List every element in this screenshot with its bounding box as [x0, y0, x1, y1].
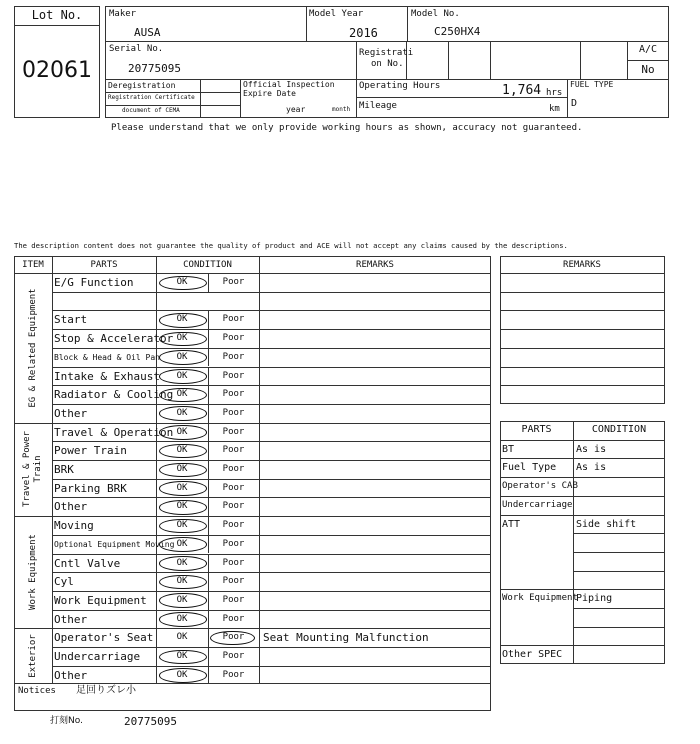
part-label: Power Train — [54, 444, 127, 458]
part-label: Other — [54, 500, 88, 514]
poor-option: Poor — [222, 651, 245, 661]
ok-option: OK — [176, 333, 188, 344]
spec-part-label: Operator's CAB — [502, 481, 578, 492]
ok-circle-mark — [159, 593, 207, 608]
ok-option: OK — [176, 482, 188, 493]
part-label: Start — [54, 313, 88, 327]
registration-label-1: Registrati — [359, 48, 414, 58]
ok-circle-mark — [159, 276, 207, 291]
ok-option: OK — [176, 520, 188, 531]
ok-option: OK — [176, 557, 188, 568]
month-label: month — [332, 106, 351, 113]
lot-number: 02061 — [22, 58, 92, 83]
spec-condition-header: CONDITION — [591, 424, 647, 435]
ac-label: A/C — [638, 44, 658, 55]
remark-text: Seat Mounting Malfunction — [263, 631, 429, 645]
operating-hours-value: 1,764 — [502, 83, 542, 98]
poor-option: Poor — [222, 557, 245, 568]
model-year-value: 2016 — [349, 26, 378, 40]
ac-value: No — [641, 63, 655, 76]
mileage-label: Mileage — [359, 101, 397, 111]
ok-circle-mark — [159, 369, 207, 384]
fuel-type-label: FUEL TYPE — [570, 80, 614, 89]
part-label: Radiator & Cooling — [54, 388, 174, 402]
registration-label-2: on No. — [371, 59, 404, 69]
inspection-label-2: Expire Date — [243, 89, 296, 98]
part-label: BRK — [54, 463, 74, 476]
part-label: Block & Head & Oil Pan — [54, 352, 160, 362]
poor-option: Poor — [222, 482, 245, 493]
model-year-label: Model Year — [309, 9, 364, 19]
ok-option: OK — [176, 445, 188, 456]
spec-condition-value: As is — [576, 443, 607, 455]
ok-circle-mark — [159, 350, 207, 365]
spec-part-label: Work Equipment — [502, 593, 578, 604]
ok-circle-mark — [159, 500, 207, 515]
ok-option: OK — [176, 501, 188, 512]
ok-option: OK — [176, 389, 188, 400]
spec-part-label: BT — [502, 443, 515, 455]
spec-part-label: Undercarriage — [502, 499, 573, 510]
part-label: Parking BRK — [54, 481, 127, 495]
poor-option: Poor — [222, 538, 245, 549]
ok-option: OK — [176, 351, 188, 362]
ok-option: OK — [176, 538, 188, 549]
ok-circle-mark — [159, 650, 207, 665]
notices-label: Notices — [18, 686, 56, 696]
ok-option: OK — [176, 613, 188, 624]
ok-option: OK — [176, 669, 188, 680]
lot-no-label: Lot No. — [31, 8, 83, 22]
part-label: Optional Equipment Moving — [54, 539, 175, 549]
ok-circle-mark — [159, 406, 207, 421]
spec-part-label: Fuel Type — [502, 462, 557, 474]
ok-option: OK — [176, 632, 188, 643]
ok-option: OK — [176, 314, 188, 325]
poor-option: Poor — [222, 445, 245, 456]
model-no-label: Model No. — [411, 9, 460, 19]
group-label: Work Equipment — [27, 534, 38, 611]
part-label: Other — [54, 406, 88, 420]
km-label: km — [549, 104, 560, 114]
poor-option: Poor — [222, 669, 245, 680]
spec-condition-value: Piping — [576, 593, 613, 605]
spec-part-label: Other SPEC — [502, 649, 563, 661]
poor-option: Poor — [222, 314, 245, 325]
ok-circle-mark — [159, 519, 207, 534]
fuel-type-value: D — [571, 98, 578, 109]
poor-option: Poor — [222, 520, 245, 531]
stamp-value: 20775095 — [124, 715, 177, 728]
group-label: EG & Related Equipment — [27, 288, 38, 408]
part-label: Cntl Valve — [54, 556, 121, 570]
ok-option: OK — [176, 277, 188, 287]
spec-part-label: ATT — [502, 518, 521, 530]
ok-option: OK — [176, 576, 188, 587]
part-label: Travel & Operation — [54, 425, 174, 439]
poor-option: Poor — [222, 426, 245, 437]
ok-option: OK — [176, 651, 188, 661]
ok-option: OK — [176, 594, 188, 605]
right-remarks-title: REMARKS — [563, 260, 601, 270]
hrs-label: hrs — [546, 88, 563, 98]
ok-option: OK — [176, 407, 188, 418]
group-label: Exterior — [27, 634, 38, 679]
col-item-header: ITEM — [22, 260, 44, 270]
maker-value: AUSA — [134, 26, 161, 39]
group-label: Travel & Power Train — [22, 431, 43, 508]
poor-option: Poor — [222, 407, 245, 418]
poor-option: Poor — [222, 389, 245, 400]
poor-option: Poor — [222, 501, 245, 512]
maker-label: Maker — [109, 9, 137, 19]
ok-circle-mark — [159, 463, 207, 478]
part-label: Cyl — [54, 575, 74, 589]
inspection-label-1: Official Inspection — [243, 80, 335, 89]
reg-cert-label: Registration Certificate — [108, 94, 195, 101]
ok-circle-mark — [159, 313, 207, 328]
model-no-value: C250HX4 — [434, 25, 481, 38]
spec-condition-value: As is — [576, 462, 607, 474]
part-label: Intake & Exhaust — [54, 369, 160, 383]
stamp-label: 打刻No. — [50, 716, 83, 726]
poor-option: Poor — [222, 632, 245, 643]
year-label: year — [286, 105, 306, 114]
part-label: Operator's Seat — [54, 631, 154, 645]
spec-parts-header: PARTS — [521, 424, 552, 435]
part-label: Undercarriage — [54, 650, 141, 663]
doc-cema-label: document of CEMA — [122, 107, 180, 114]
ok-circle-mark — [159, 668, 207, 683]
ok-circle-mark — [159, 537, 207, 552]
col-condition-header: CONDITION — [183, 260, 232, 270]
poor-option: Poor — [222, 277, 245, 287]
part-label: E/G Function — [54, 276, 134, 289]
part-label: Other — [54, 612, 88, 626]
poor-option: Poor — [222, 464, 245, 474]
ok-circle-mark — [159, 425, 207, 440]
ok-circle-mark — [159, 481, 207, 496]
part-label: Stop & Accelerator — [54, 332, 174, 346]
col-parts-header: PARTS — [90, 260, 118, 270]
ok-option: OK — [176, 426, 188, 437]
poor-option: Poor — [222, 613, 245, 624]
ok-option: OK — [176, 464, 188, 474]
serial-value: 20775095 — [128, 62, 181, 75]
poor-option: Poor — [222, 333, 245, 344]
poor-option: Poor — [222, 370, 245, 381]
deregistration-label: Deregistration — [108, 81, 176, 90]
part-label: Moving — [54, 519, 94, 533]
ok-circle-mark — [159, 332, 207, 347]
serial-label: Serial No. — [109, 44, 164, 54]
operating-hours-label: Operating Hours — [359, 81, 441, 91]
poor-option: Poor — [222, 576, 245, 587]
spec-condition-value: Side shift — [576, 518, 637, 530]
col-remarks-header: REMARKS — [356, 260, 394, 270]
notices-value: 足回りズレ小 — [76, 685, 136, 696]
ok-circle-mark — [159, 556, 207, 571]
hours-note: Please understand that we only provide working hours as shown, accuracy not guaranteed. — [111, 123, 583, 133]
poor-option: Poor — [222, 351, 245, 362]
part-label: Other — [54, 668, 88, 682]
disclaimer: The description content does not guarantee the quality of product and ACE will not accept any claims caused by the descriptions. — [14, 241, 568, 250]
part-label: Work Equipment — [54, 593, 147, 607]
ok-circle-mark — [159, 612, 207, 627]
ok-option: OK — [176, 370, 188, 381]
poor-option: Poor — [222, 594, 245, 605]
